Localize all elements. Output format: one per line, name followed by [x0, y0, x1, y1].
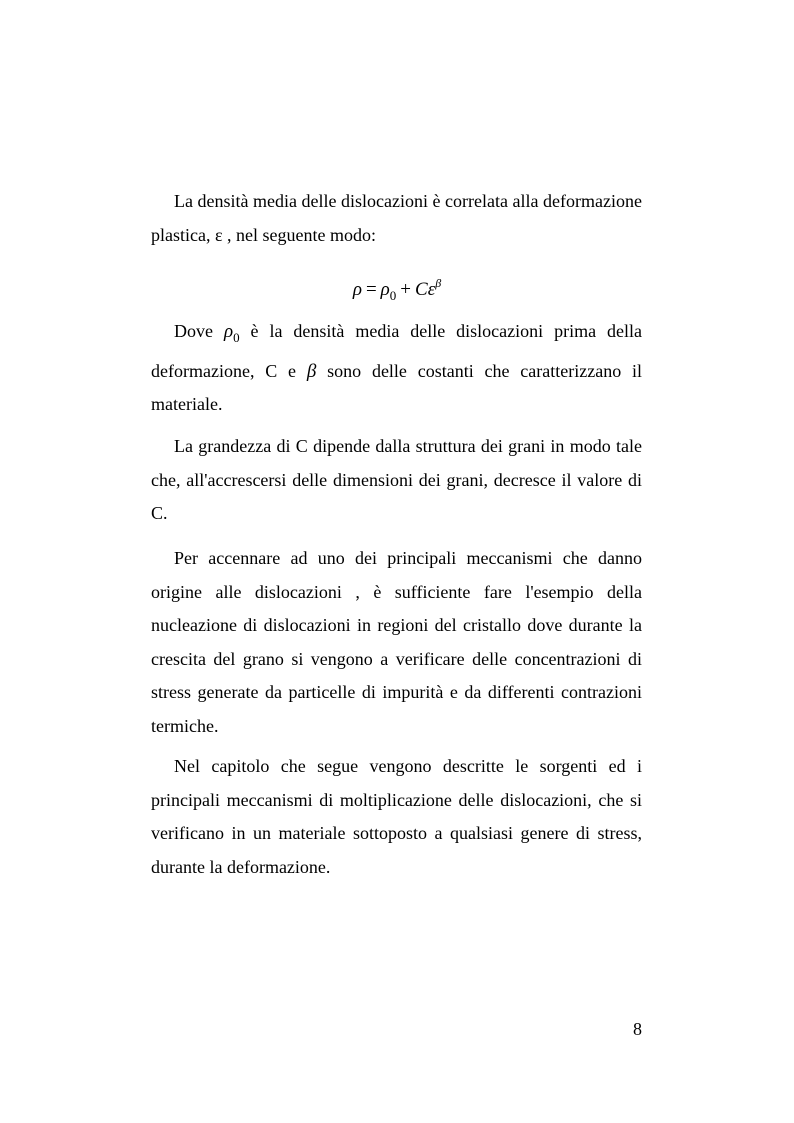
paragraph-text: Nel capitolo che segue vengono descritte le sorgenti ed i principali meccanismi di moltiplicazione delle dislocazioni, che si verificano in un materiale sottoposto a qualsiasi genere di stress, durante la deformazione. — [151, 756, 642, 877]
density-formula — [0, 268, 794, 311]
paragraph-text: Per accennare ad uno dei principali meccanismi che danno origine alle dislocazioni , è sufficiente fare l'esempio della nucleazione di dislocazioni in regioni del cristallo dove durante la crescita del grano si vengono a verificare delle concentrazioni di stress generate da particelle di impurità e da differenti contrazioni termiche. — [151, 548, 642, 736]
paragraph-text: La densità media delle dislocazioni è correlata alla deformazione plastica, ε , nel seguente modo: — [151, 191, 642, 245]
rho-zero-symbol — [223, 321, 240, 345]
rho-symbol: ρ — [223, 321, 234, 342]
formula-rho-subscript: 0 — [389, 288, 397, 303]
formula-plus: + — [400, 279, 411, 300]
formula-lhs: ρ — [352, 279, 362, 300]
paragraph-constants — [151, 315, 642, 422]
formula-equals: = — [365, 279, 377, 300]
formula-constant-c: C — [415, 279, 428, 300]
rho-subscript: 0 — [233, 330, 240, 345]
paragraph-text-end: sono delle costanti che caratterizzano il materiale. — [151, 360, 643, 414]
paragraph-dislocation-density — [151, 185, 642, 252]
paragraph-mechanisms — [151, 542, 642, 743]
page-number: 8 — [633, 1019, 642, 1039]
formula-epsilon: ε — [427, 279, 436, 300]
paragraph-next-chapter — [151, 750, 642, 884]
paragraph-text: La grandezza di C dipende dalla struttura dei grani in modo tale che, all'accrescersi delle dimensioni dei grani, decresce il valore di C. — [151, 436, 642, 523]
paragraph-text-middle: è la densità media delle dislocazioni prima della deformazione, C e — [151, 321, 643, 381]
paragraph-text-start: Dove — [174, 321, 213, 341]
formula-beta-exponent: β — [435, 276, 442, 290]
formula-rho: ρ — [380, 279, 390, 300]
paragraph-grain-size — [151, 430, 642, 531]
beta-symbol: β — [306, 360, 317, 382]
